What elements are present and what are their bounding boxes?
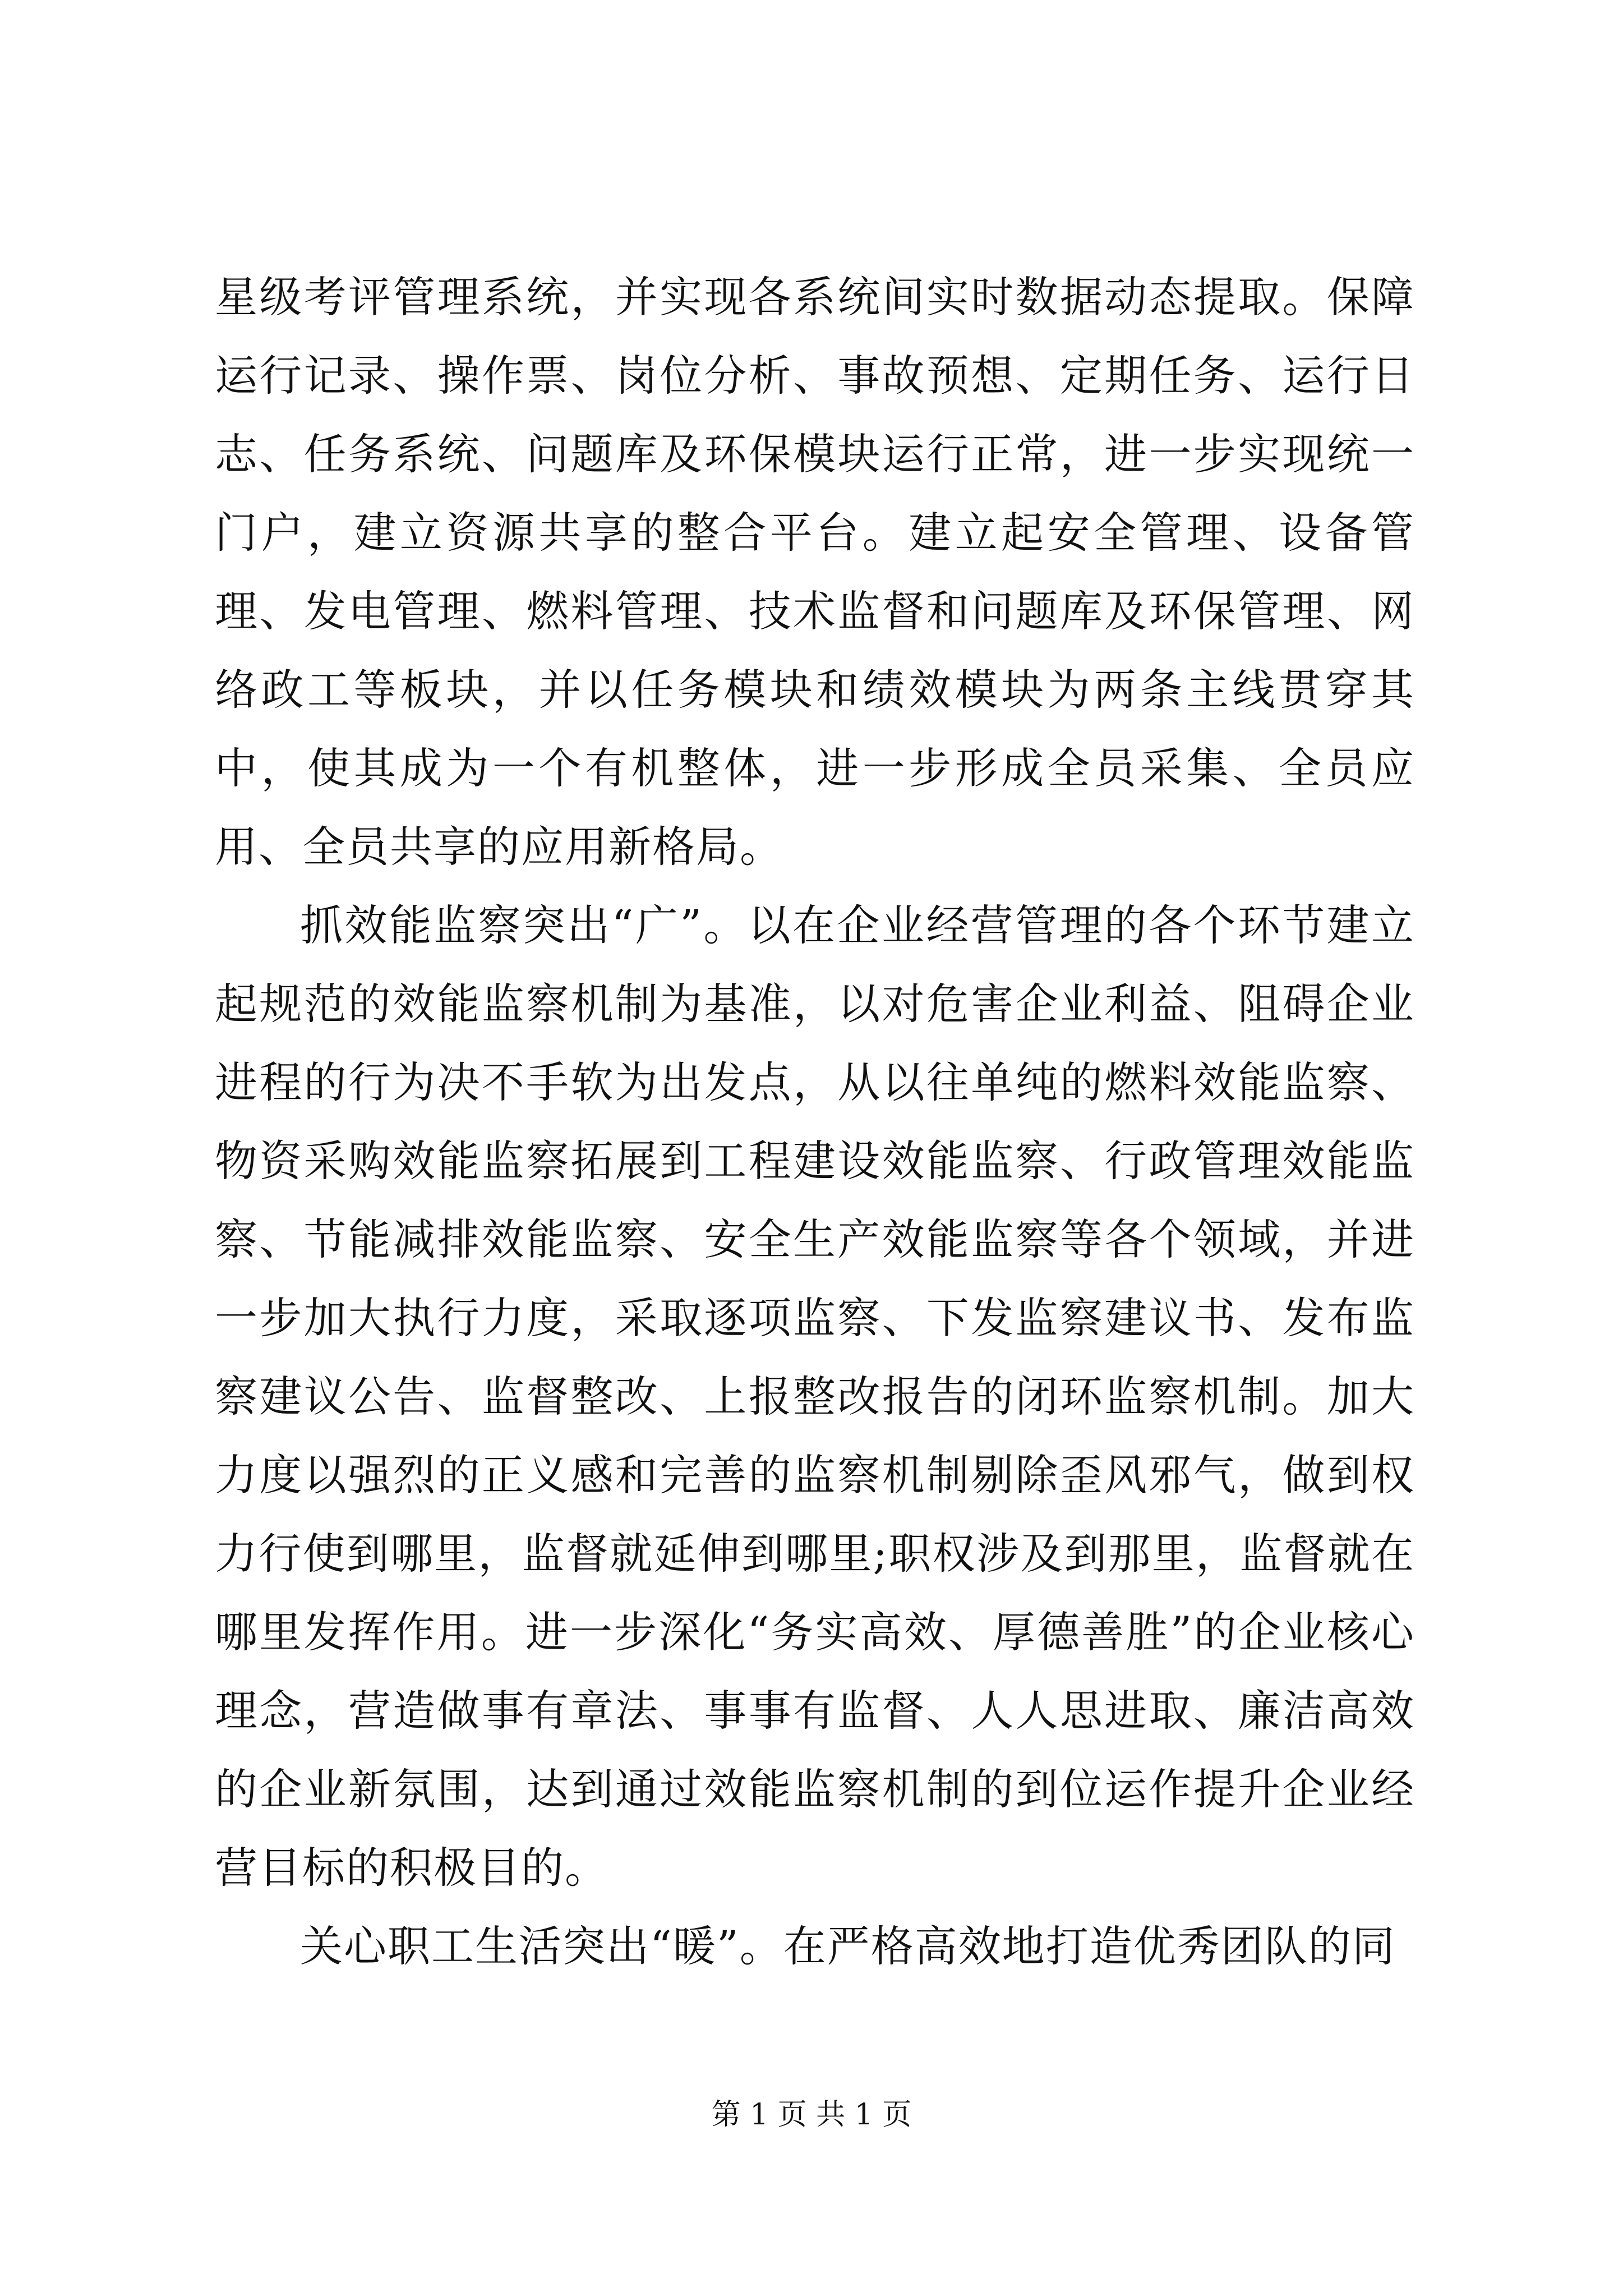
page-footer: 第 1 页 共 1 页 (711, 2098, 912, 2132)
paragraph-employee-care: 关心职工生活突出“暖”。在严格高效地打造优秀团队的同 (300, 1921, 1396, 1971)
document-body (215, 258, 1415, 1986)
paragraph-efficiency-supervision: 抓效能监察突出“广”。以在企业经营管理的各个环节建立起规范的效能监察机制为基准，以对危害企业利益、阻碍企业进程的行为决不手软为出发点，从以往单纯的燃料效能监察、物资采购效能监察拓展到工程建设效能监察、行政管理效能监察、节能减排效能监察、安全生产效能监察等各个领域，并进一步加大执行力度，采取逐项监察、下发监察建议书、发布监察建议公告、监督整改、上报整改报告的闭环监察机制。加大力度以强烈的正义感和完善的监察机制剔除歪风邪气，做到权力行使到哪里，监督就延伸到哪里;职权涉及到那里，监督就在哪里发挥作用。进一步深化“务实高效、厚德善胜”的企业核心理念，营造做事有章法、事事有监督、人人思进取、廉洁高效的企业新氛围，达到通过效能监察机制的到位运作提升企业经营目标的积极目的。 (215, 900, 1415, 1893)
paragraph-system-integration: 星级考评管理系统，并实现各系统间实时数据动态提取。保障运行记录、操作票、岗位分析、事故预想、定期任务、运行日志、任务系统、问题库及环保模块运行正常，进一步实现统一门户，建立资源共享的整合平台。建立起安全管理、设备管理、发电管理、燃料管理、技术监督和问题库及环保管理、网络政工等板块，并以任务模块和绩效模块为两条主线贯穿其中，使其成为一个有机整体，进一步形成全员采集、全员应用、全员共享的应用新格局。 (215, 272, 1415, 872)
